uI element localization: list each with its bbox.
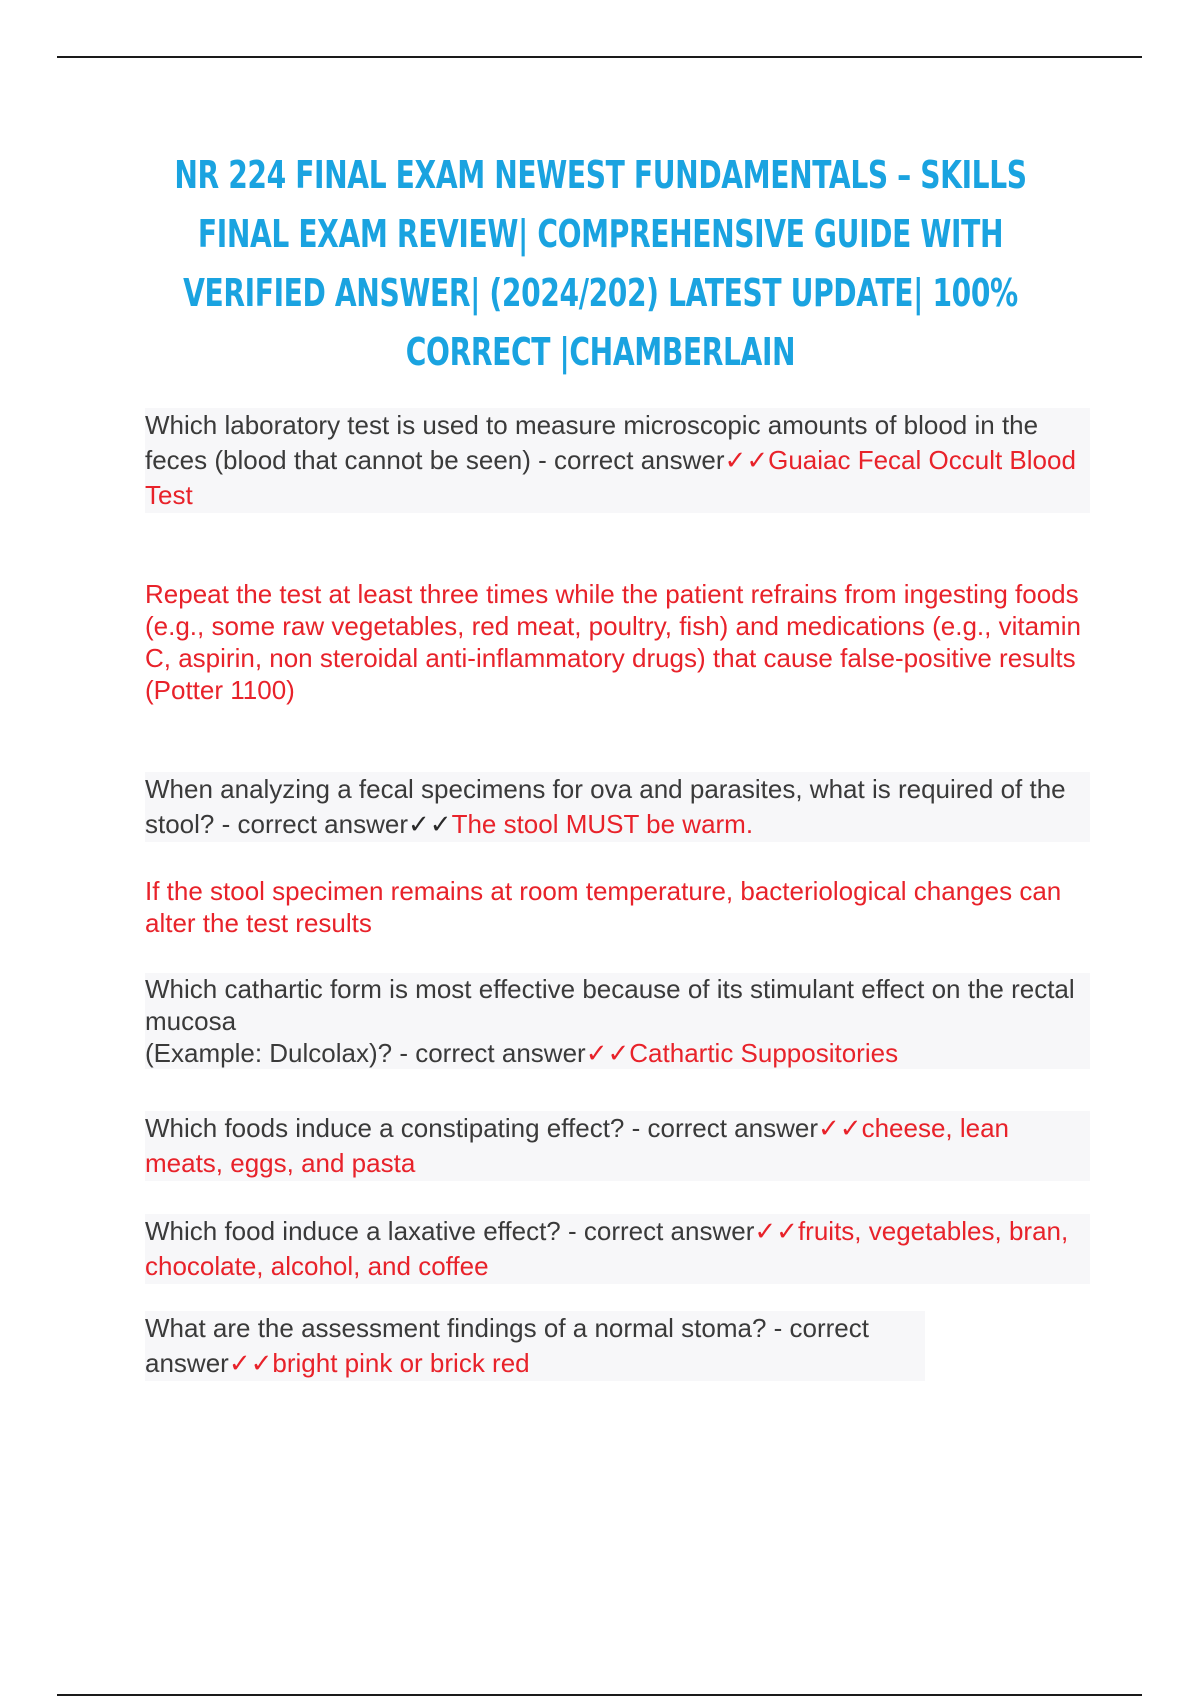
- check-icon: ✓✓: [754, 1216, 798, 1246]
- question-text: What are the assessment findings of a normal stoma? - correct answer: [145, 1313, 869, 1378]
- qa-item-2: [145, 772, 1090, 842]
- qa-item-1: [145, 408, 1090, 513]
- check-icon: ✓✓: [585, 1038, 630, 1068]
- top-rule: [57, 56, 1142, 58]
- question-text: When analyzing a fecal specimens for ova and parasites, what is required of the stool? - correct answer: [145, 774, 1066, 839]
- explanation-2: [145, 875, 1090, 939]
- document-title: NR 224 FINAL EXAM NEWEST FUNDAMENTALS – SKILLS FINAL EXAM REVIEW| COMPREHENSIVE GUIDE WITH VERIFIED ANSWER| (2024/202) LATEST UPDATE| 100% CORRECT |CHAMBERLAIN: [174, 153, 1027, 374]
- question-5: [145, 1214, 1090, 1284]
- qa-item-6: [145, 1311, 1090, 1381]
- question-3: [145, 973, 1090, 1069]
- answer-text: bright pink or brick red: [272, 1348, 530, 1378]
- qa-item-4: [145, 1111, 1090, 1181]
- explanation-reference: (Potter 1100): [145, 675, 295, 705]
- check-icon: ✓✓: [817, 1113, 862, 1143]
- question-text: Which laboratory test is used to measure microscopic amounts of blood in the feces (blood that cannot be seen) - correct answer: [145, 410, 1039, 475]
- check-icon: ✓✓: [407, 809, 452, 839]
- question-text: Which cathartic form is most effective because of its stimulant effect on the rectal mucosa: [145, 974, 1075, 1036]
- answer-text: fruits, vegetables, bran, chocolate, alcohol, and coffee: [145, 1216, 1069, 1281]
- qa-item-5: [145, 1214, 1090, 1284]
- answer-text: The stool MUST be warm.: [451, 809, 754, 839]
- explanation-text: If the stool specimen remains at room temperature, bacteriological changes can alter the test results: [145, 876, 1062, 938]
- explanation-1: [145, 578, 1090, 706]
- question-1: [145, 408, 1090, 513]
- qa-item-3: [145, 973, 1090, 1069]
- answer-text: Cathartic Suppositories: [629, 1038, 899, 1068]
- bottom-rule: [57, 1694, 1142, 1696]
- answer-text: cheese, lean meats, eggs, and pasta: [145, 1113, 1010, 1178]
- check-icon: ✓✓: [724, 445, 769, 475]
- check-icon: ✓✓: [228, 1348, 273, 1378]
- question-text: (Example: Dulcolax)? - correct answer: [145, 1038, 586, 1068]
- question-text: Which foods induce a constipating effect? - correct answer: [145, 1113, 818, 1143]
- explanation-text: Repeat the test at least three times while the patient refrains from ingesting foods (e.g., some raw vegetables, red meat, poultry, fish) and medications (e.g., vitamin C, aspirin, non steroidal anti-inflammatory drugs) that cause false-positive results: [145, 579, 1081, 673]
- answer-text: Guaiac Fecal Occult Blood Test: [145, 445, 1076, 510]
- question-text: Which food induce a laxative effect? - correct answer: [145, 1216, 755, 1246]
- question-2: [145, 772, 1090, 842]
- question-6: [145, 1311, 925, 1381]
- question-4: [145, 1111, 1090, 1181]
